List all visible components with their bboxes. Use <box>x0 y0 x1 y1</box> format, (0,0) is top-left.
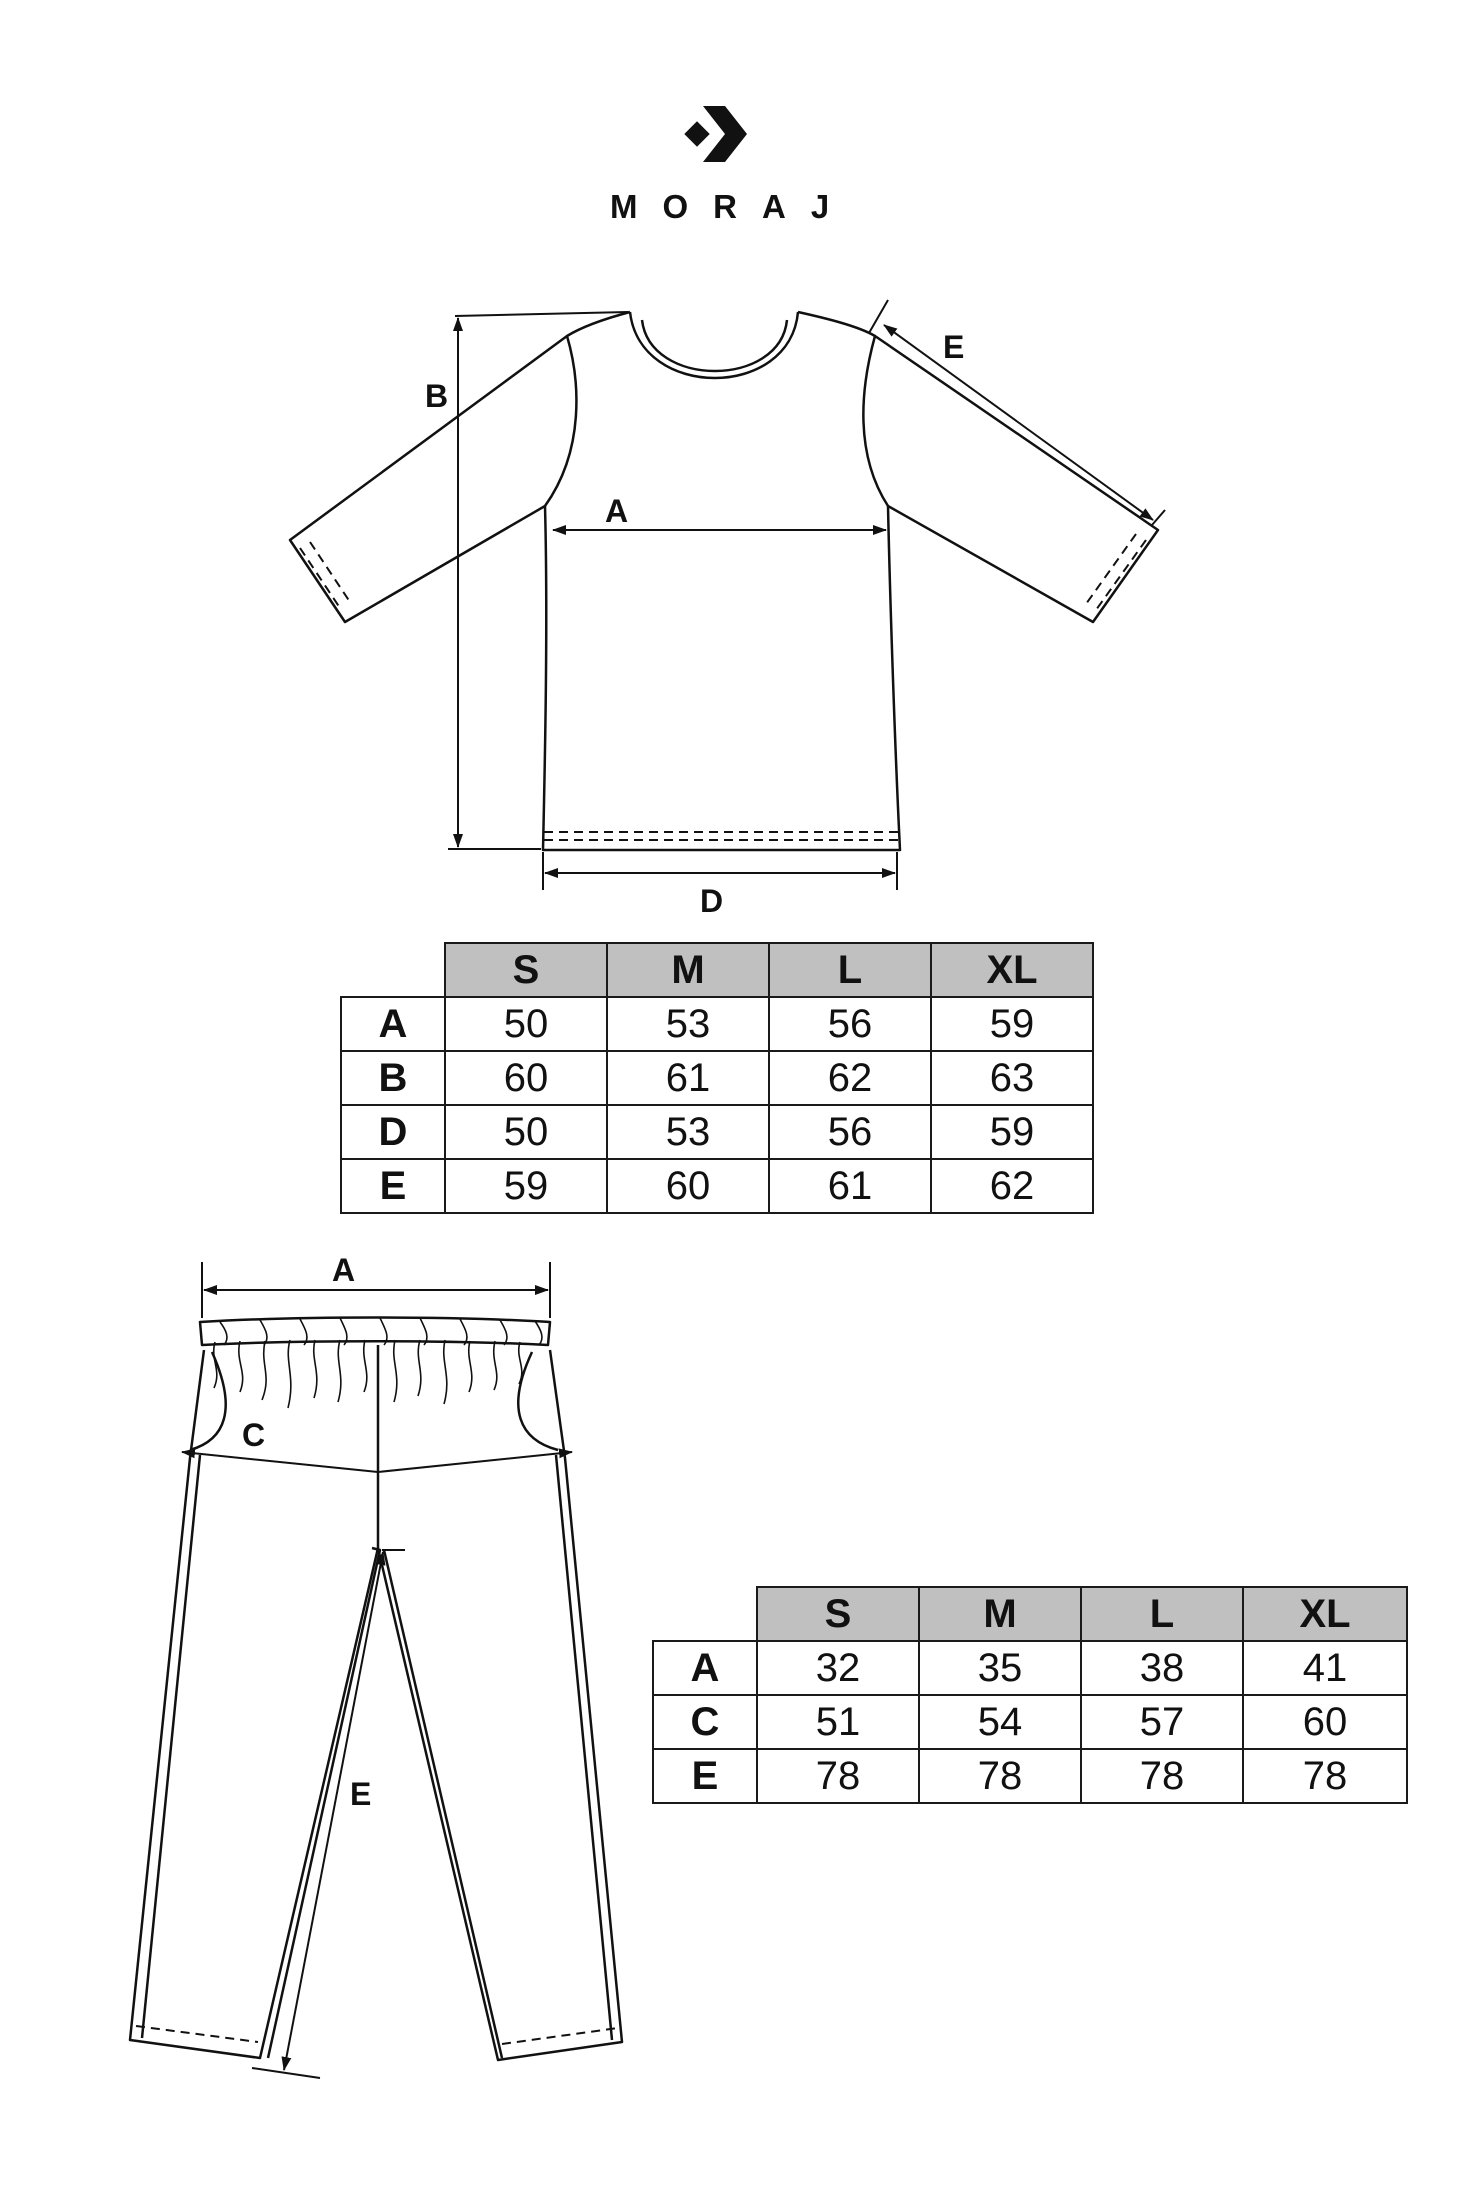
table-cell: 35 <box>919 1641 1081 1695</box>
table-cell: 59 <box>931 997 1093 1051</box>
top-measure-lines <box>448 300 1165 890</box>
row-header: C <box>653 1695 757 1749</box>
trousers-stitching <box>136 2026 618 2044</box>
table-row <box>653 1641 1407 1695</box>
table-cell: 50 <box>445 997 607 1051</box>
bottom-size-table <box>652 1586 1408 1804</box>
table-cell: 38 <box>1081 1641 1243 1695</box>
top-size-table <box>340 942 1094 1214</box>
col-header: S <box>757 1587 919 1641</box>
table-cell: 78 <box>1243 1749 1407 1803</box>
col-header: XL <box>931 943 1093 997</box>
table-cell: 78 <box>1081 1749 1243 1803</box>
table-header-row <box>341 943 1093 997</box>
table-cell: 59 <box>931 1105 1093 1159</box>
col-header: M <box>607 943 769 997</box>
table-cell: 62 <box>931 1159 1093 1213</box>
table-row <box>653 1749 1407 1803</box>
table-row <box>653 1695 1407 1749</box>
label-top-E: E <box>943 329 965 365</box>
label-top-B: B <box>425 378 449 414</box>
top-garment-outline <box>290 312 1158 850</box>
table-cell: 78 <box>757 1749 919 1803</box>
row-header: B <box>341 1051 445 1105</box>
label-bottom-E: E <box>350 1776 372 1812</box>
table-row <box>341 1105 1093 1159</box>
table-corner <box>653 1587 757 1641</box>
table-cell: 50 <box>445 1105 607 1159</box>
table-corner <box>341 943 445 997</box>
col-header: M <box>919 1587 1081 1641</box>
table-cell: 56 <box>769 1105 931 1159</box>
label-top-D: D <box>700 883 724 919</box>
measure-top-E <box>884 325 1153 520</box>
moraj-logo-icon <box>684 106 747 162</box>
table-row <box>341 1051 1093 1105</box>
table-cell: 41 <box>1243 1641 1407 1695</box>
col-header: XL <box>1243 1587 1407 1641</box>
row-header: E <box>653 1749 757 1803</box>
brand-name: MORAJ <box>610 188 855 225</box>
col-header: L <box>1081 1587 1243 1641</box>
table-cell: 61 <box>769 1159 931 1213</box>
table-cell: 53 <box>607 1105 769 1159</box>
table-header-row <box>653 1587 1407 1641</box>
row-header: A <box>341 997 445 1051</box>
table-cell: 54 <box>919 1695 1081 1749</box>
table-row <box>341 1159 1093 1213</box>
table-cell: 57 <box>1081 1695 1243 1749</box>
col-header: L <box>769 943 931 997</box>
label-top-A: A <box>605 493 629 529</box>
table-cell: 59 <box>445 1159 607 1213</box>
trousers-outline <box>130 1318 622 2061</box>
table-row <box>341 997 1093 1051</box>
row-header: E <box>341 1159 445 1213</box>
label-bottom-A: A <box>332 1252 356 1288</box>
table-cell: 62 <box>769 1051 931 1105</box>
table-cell: 53 <box>607 997 769 1051</box>
table-cell: 32 <box>757 1641 919 1695</box>
table-cell: 56 <box>769 997 931 1051</box>
table-cell: 63 <box>931 1051 1093 1105</box>
label-bottom-C: C <box>242 1417 266 1453</box>
row-header: D <box>341 1105 445 1159</box>
table-cell: 60 <box>1243 1695 1407 1749</box>
table-cell: 78 <box>919 1749 1081 1803</box>
table-cell: 51 <box>757 1695 919 1749</box>
table-cell: 60 <box>445 1051 607 1105</box>
table-cell: 61 <box>607 1051 769 1105</box>
table-cell: 60 <box>607 1159 769 1213</box>
col-header: S <box>445 943 607 997</box>
row-header: A <box>653 1641 757 1695</box>
